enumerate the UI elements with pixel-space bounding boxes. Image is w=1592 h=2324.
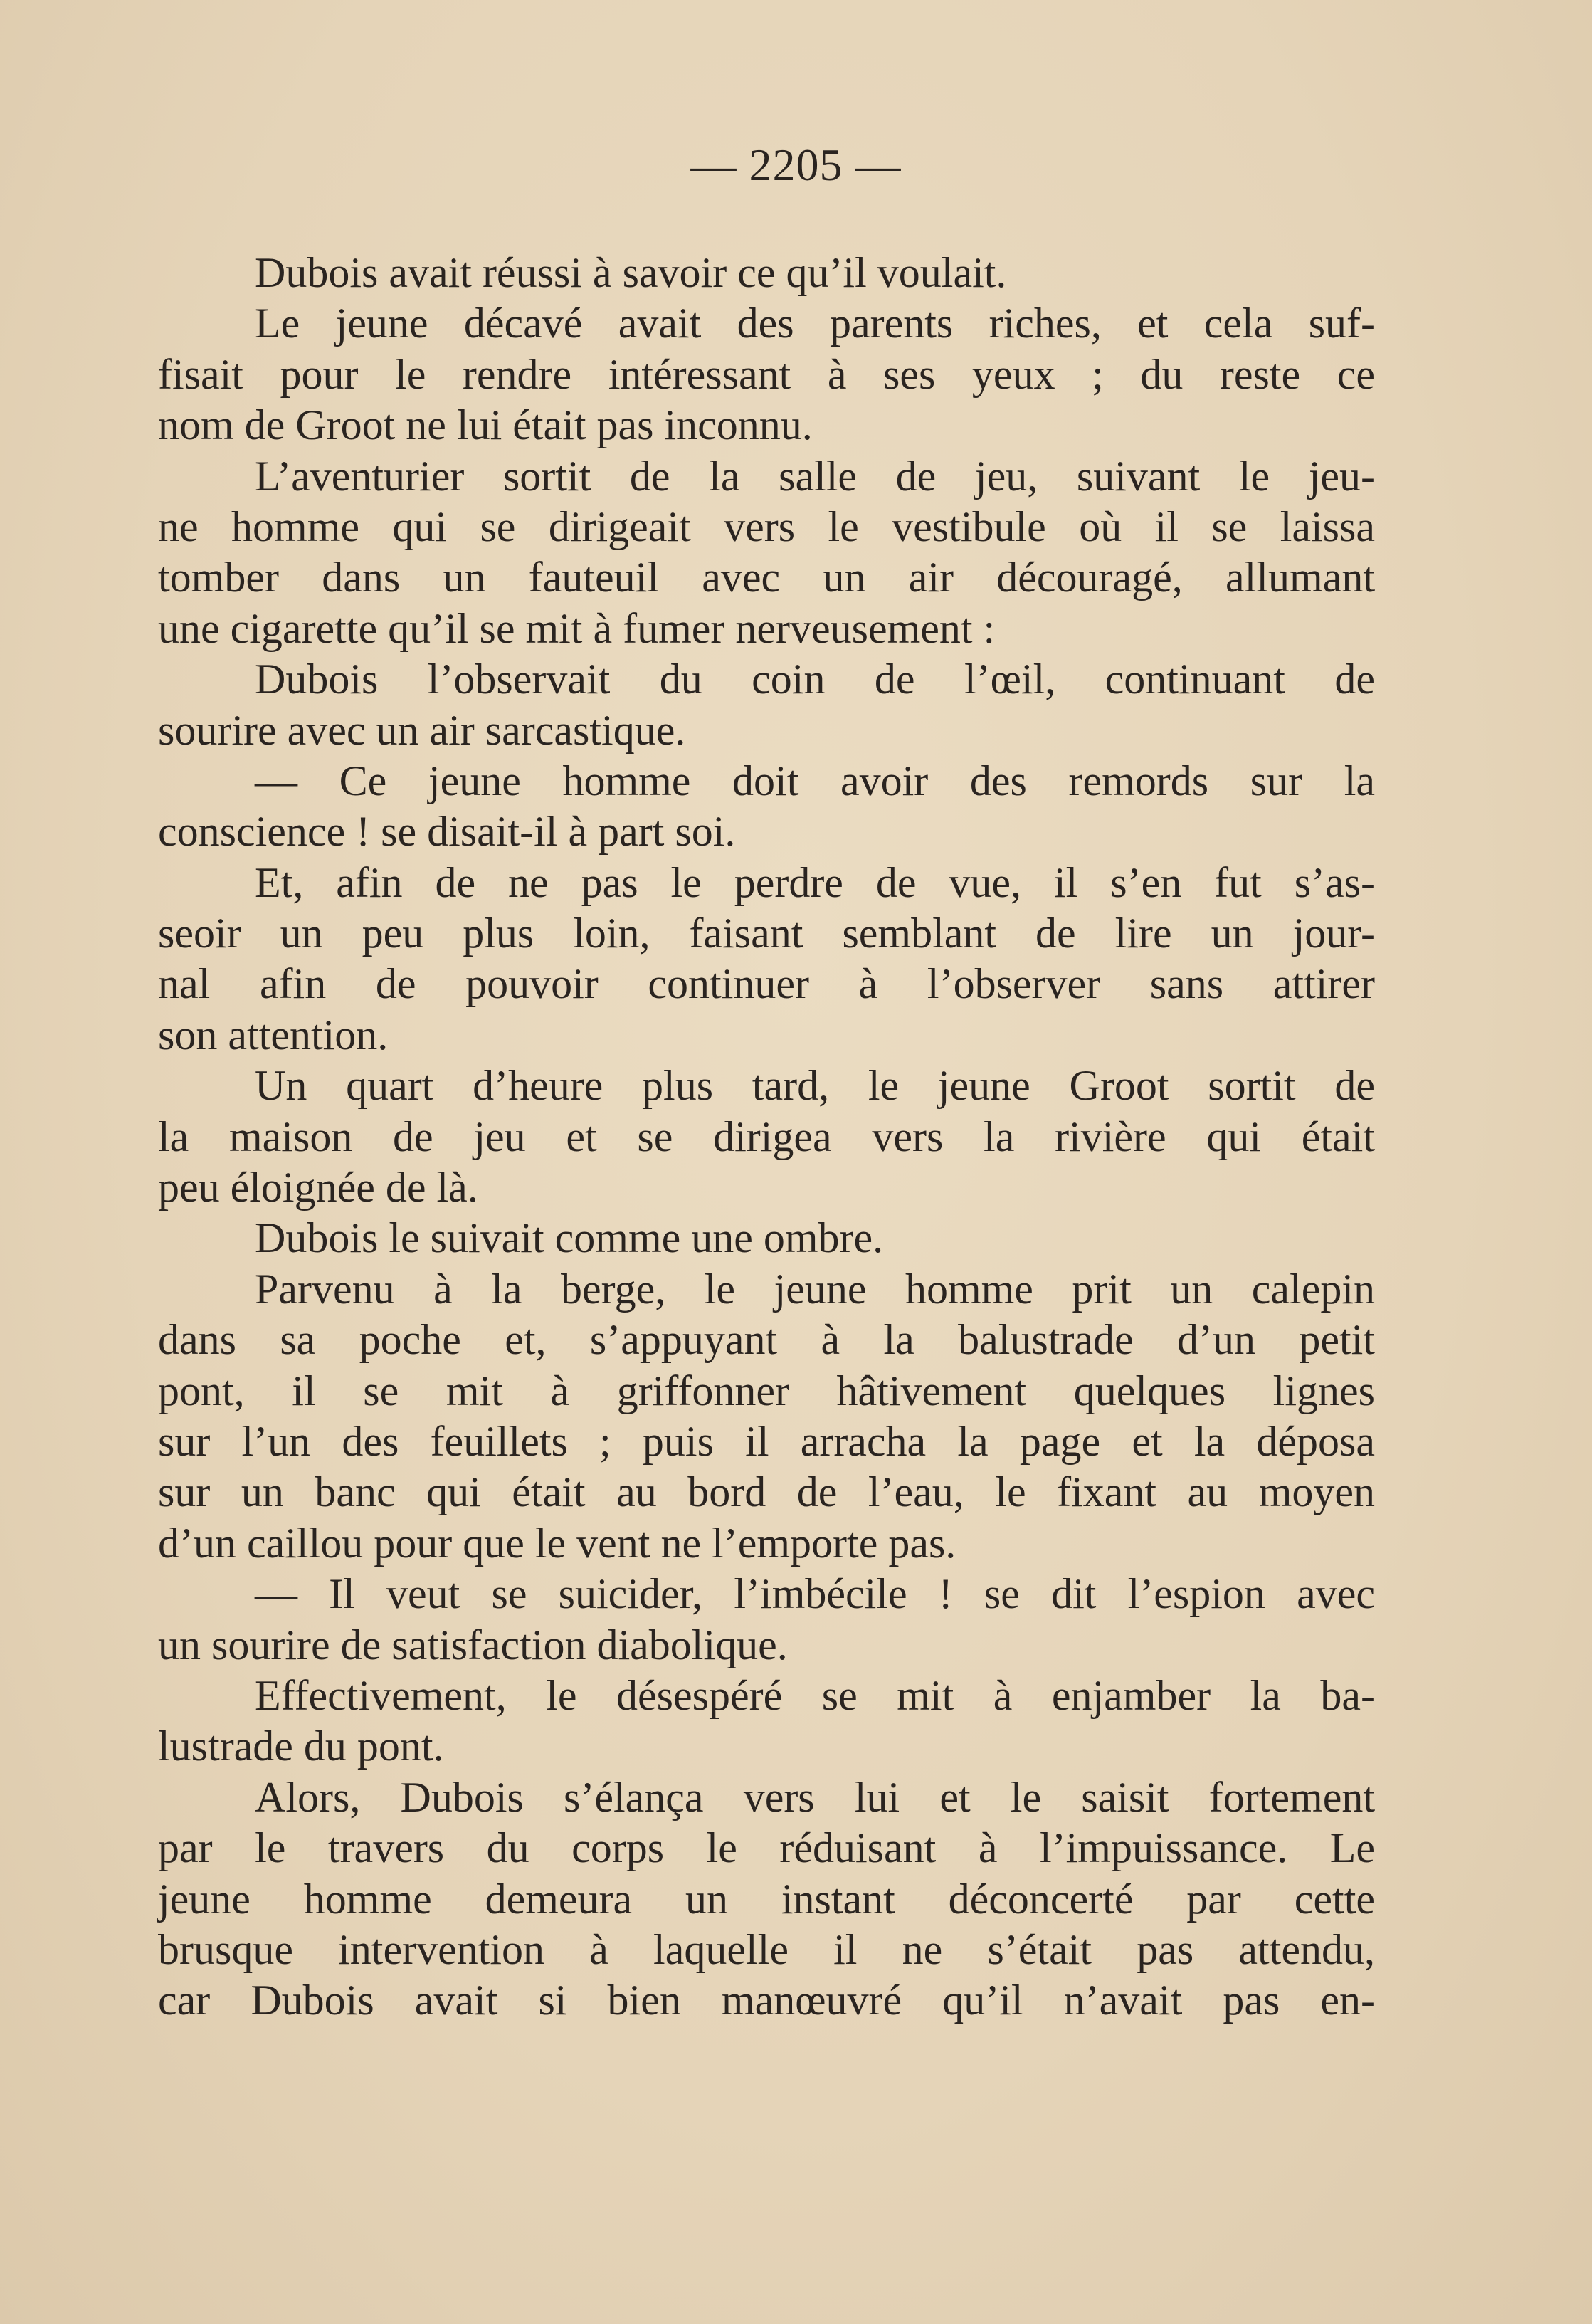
text-line: fisait pour le rendre intéressant à ses yeux ; du reste ce [158, 350, 1375, 398]
text-line: conscience ! se disait-il à part soi. [158, 808, 736, 856]
text-line: son attention. [158, 1011, 389, 1058]
text-line: — Il veut se suicider, l’imbécile ! se dit l’espion avec [255, 1570, 1375, 1618]
text-line: sur l’un des feuillets ; puis il arracha la page et la déposa [158, 1417, 1375, 1465]
text-line: Alors, Dubois s’élança vers lui et le saisit fortement [255, 1773, 1375, 1821]
text-line: pont, il se mit à griffonner hâtivement quelques lignes [158, 1367, 1375, 1414]
text-line: lustrade du pont. [158, 1723, 444, 1770]
body-text [158, 248, 1375, 2026]
text-line: Le jeune décavé avait des parents riches, et cela suf- [255, 300, 1375, 347]
text-line: brusque intervention à laquelle il ne s’était pas attendu, [158, 1925, 1375, 1973]
text-line: dans sa poche et, s’appuyant à la balustrade d’un petit [158, 1316, 1375, 1364]
page-number: — 2205 — [690, 140, 902, 190]
text-line: Parvenu à la berge, le jeune homme prit un calepin [255, 1265, 1375, 1313]
text-line: L’aventurier sortit de la salle de jeu, suivant le jeu- [255, 452, 1375, 500]
text-line: tomber dans un fauteuil avec un air découragé, allumant [158, 554, 1375, 601]
text-line: seoir un peu plus loin, faisant semblant de lire un jour- [158, 910, 1375, 957]
text-line: sourire avec un air sarcastique. [158, 706, 686, 754]
text-line: Et, afin de ne pas le perdre de vue, il s’en fut s’as- [255, 858, 1375, 906]
text-line: Dubois l’observait du coin de l’œil, continuant de [255, 656, 1375, 703]
text-line: — Ce jeune homme doit avoir des remords sur la [255, 757, 1375, 804]
text-line: sur un banc qui était au bord de l’eau, le fixant au moyen [158, 1468, 1375, 1516]
text-line: Effectivement, le désespéré se mit à enjamber la ba- [255, 1671, 1375, 1719]
text-line: jeune homme demeura un instant déconcerté par cette [158, 1875, 1375, 1923]
text-line: un sourire de satisfaction diabolique. [158, 1621, 788, 1668]
text-line: ne homme qui se dirigeait vers le vestibule où il se laissa [158, 503, 1375, 550]
text-line: nom de Groot ne lui était pas inconnu. [158, 401, 813, 449]
text-line: car Dubois avait si bien manœuvré qu’il n’avait pas en- [158, 1977, 1375, 2024]
text-line: une cigarette qu’il se mit à fumer nerveusement : [158, 604, 996, 652]
text-line: la maison de jeu et se dirigea vers la rivière qui était [158, 1113, 1375, 1160]
text-line: d’un caillou pour que le vent ne l’emporte pas. [158, 1519, 956, 1567]
text-line: peu éloignée de là. [158, 1164, 478, 1211]
text-line: nal afin de pouvoir continuer à l’observer sans attirer [158, 960, 1375, 1008]
text-line: Un quart d’heure plus tard, le jeune Groot sortit de [255, 1062, 1375, 1110]
text-line: Dubois le suivait comme une ombre. [255, 1214, 884, 1262]
text-line: par le travers du corps le réduisant à l’impuissance. Le [158, 1824, 1375, 1872]
text-line: Dubois avait réussi à savoir ce qu’il voulait. [255, 249, 1007, 296]
